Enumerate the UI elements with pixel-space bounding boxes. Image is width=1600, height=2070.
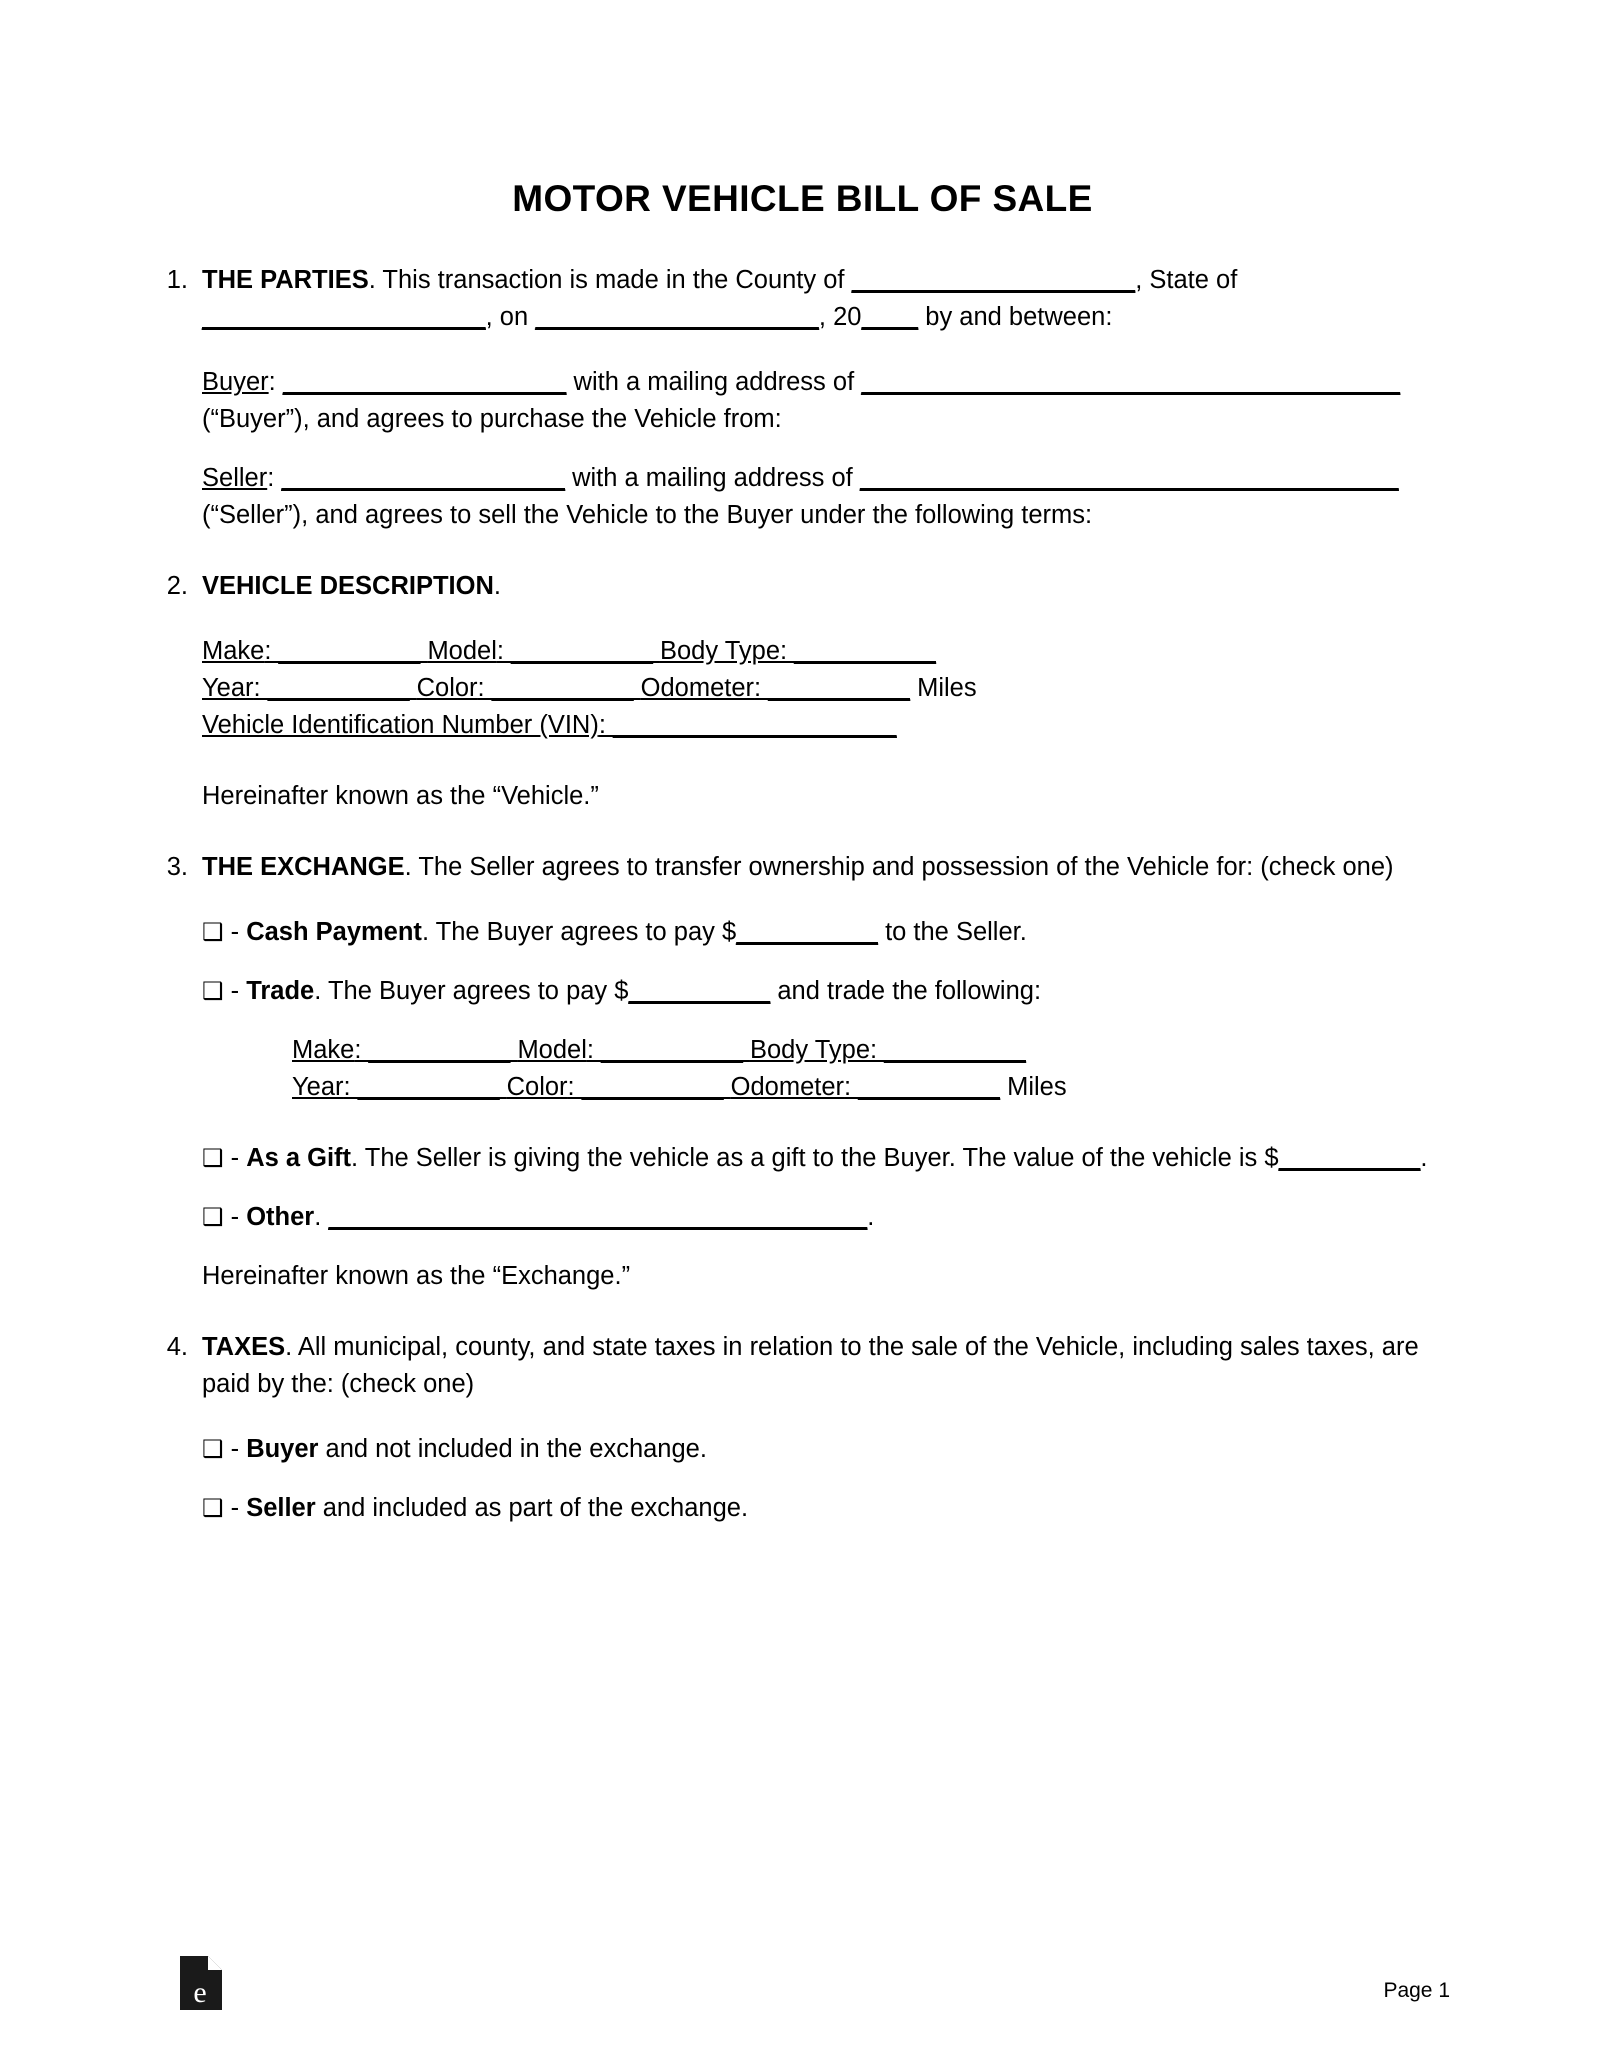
model-blank[interactable]: : __________ xyxy=(496,637,660,665)
spacer xyxy=(150,1295,1455,1329)
option-dash: - xyxy=(223,977,247,1005)
color-blank[interactable]: : __________ xyxy=(477,674,641,702)
vehicle-heading-period: . xyxy=(493,572,501,600)
seller-mid-text: with a mailing address of xyxy=(565,464,860,492)
seller-tail-text: (“Seller”), and agrees to sell the Vehicle to the Buyer under the following terms: xyxy=(202,501,1093,529)
taxes-intro: . All municipal, county, and state taxes in relation to the sale of the Vehicle, including sales taxes, are paid by the: (check one) xyxy=(202,1333,1419,1398)
exchange-option-trade[interactable] xyxy=(202,973,1455,1010)
spacer xyxy=(150,1236,1455,1258)
parties-intro-a: . This transaction is made in the County of xyxy=(368,266,852,294)
parties-intro-b: , State of xyxy=(1135,266,1238,294)
exchange-option-cash[interactable] xyxy=(202,914,1455,951)
option-dash: - xyxy=(223,1435,247,1463)
spacer xyxy=(150,951,1455,973)
clause-number: 3. xyxy=(166,853,188,881)
option-label: Seller xyxy=(246,1494,316,1522)
buyer-paragraph xyxy=(202,364,1455,438)
clause-number: 2. xyxy=(166,572,188,600)
clause-text xyxy=(202,262,1455,336)
make-blank[interactable]: : __________ xyxy=(354,1036,518,1064)
vehicle-make-model-body-row xyxy=(202,633,1455,670)
buyer-colon: : xyxy=(268,368,283,396)
vehicle-year-color-odometer-row xyxy=(202,670,1455,707)
vin-label: Vehicle Identification Number (VIN) xyxy=(202,711,599,739)
option-label: Cash Payment xyxy=(246,918,422,946)
vehicle-vin-row xyxy=(202,707,1455,744)
exchange-option-gift[interactable] xyxy=(202,1140,1455,1177)
checkbox-icon[interactable]: ❑ xyxy=(202,1145,224,1172)
seller-address-blank[interactable]: ______________________________________ xyxy=(859,464,1399,492)
option-text-before: . The Buyer agrees to pay $ xyxy=(314,977,629,1005)
option-label: As a Gift xyxy=(246,1144,352,1172)
gift-value-blank[interactable]: __________ xyxy=(1278,1144,1421,1172)
option-dash: - xyxy=(223,918,247,946)
clause-heading: VEHICLE DESCRIPTION xyxy=(202,572,494,600)
option-text-after: . xyxy=(867,1203,875,1231)
odometer-blank[interactable]: : __________ xyxy=(754,674,911,702)
option-text-before: . The Seller is giving the vehicle as a gift to the Buyer. The value of the vehicle is $ xyxy=(351,1144,1279,1172)
checkbox-icon[interactable]: ❑ xyxy=(202,1204,224,1231)
taxes-option-seller[interactable] xyxy=(202,1490,1455,1527)
parties-intro-d: , 20 xyxy=(818,303,862,331)
exchange-hereinafter-text: Hereinafter known as the “Exchange.” xyxy=(202,1262,631,1290)
spacer xyxy=(150,1409,1455,1431)
option-dash: - xyxy=(223,1203,247,1231)
cash-amount-blank[interactable]: __________ xyxy=(736,918,878,946)
clause-heading: TAXES xyxy=(202,1333,286,1361)
spacer xyxy=(150,438,1455,460)
option-text-before: . The Buyer agrees to pay $ xyxy=(421,918,737,946)
option-text-after: and included as part of the exchange. xyxy=(315,1494,749,1522)
buyer-label: Buyer xyxy=(202,368,269,396)
checkbox-icon[interactable]: ❑ xyxy=(202,1495,224,1522)
clause-heading: THE PARTIES xyxy=(202,266,369,294)
body-type-label: Body Type xyxy=(749,1036,870,1064)
clause-text xyxy=(202,1329,1455,1403)
model-blank[interactable]: : __________ xyxy=(586,1036,750,1064)
svg-text:e: e xyxy=(193,1976,207,2009)
buyer-name-blank[interactable]: ____________________ xyxy=(282,368,567,396)
page-number: Page 1 xyxy=(1383,1979,1450,2002)
clause-number: 1. xyxy=(166,266,188,294)
trade-amount-blank[interactable]: __________ xyxy=(628,977,771,1005)
option-text-after: . xyxy=(1420,1144,1428,1172)
option-text-before: . xyxy=(314,1203,329,1231)
option-dash: - xyxy=(223,1144,247,1172)
state-blank[interactable]: ____________________ xyxy=(202,303,486,331)
buyer-address-blank[interactable]: ______________________________________ xyxy=(861,368,1401,396)
body-type-blank[interactable]: : __________ xyxy=(780,637,936,665)
spacer xyxy=(150,1177,1455,1199)
miles-unit: Miles xyxy=(910,674,977,702)
clause-heading: THE EXCHANGE xyxy=(202,853,405,881)
checkbox-icon[interactable]: ❑ xyxy=(202,919,224,946)
model-label: Model xyxy=(517,1036,587,1064)
clause-vehicle-description xyxy=(150,568,1455,605)
spacer xyxy=(150,534,1455,568)
parties-intro-e: by and between: xyxy=(918,303,1113,331)
year-label: Year xyxy=(202,674,254,702)
date-blank[interactable]: ____________________ xyxy=(535,303,819,331)
vin-blank[interactable]: : ____________________ xyxy=(598,711,897,739)
odometer-label: Odometer xyxy=(640,674,755,702)
trade-vehicle-make-model-body-row xyxy=(292,1032,1455,1069)
exchange-intro: . The Seller agrees to transfer ownership and possession of the Vehicle for: (check one) xyxy=(404,853,1394,881)
exchange-option-other[interactable] xyxy=(202,1199,1455,1236)
trade-vehicle-year-color-odometer-row xyxy=(292,1069,1455,1106)
make-label: Make xyxy=(202,637,265,665)
seller-paragraph xyxy=(202,460,1455,534)
odometer-label: Odometer xyxy=(730,1073,845,1101)
checkbox-icon[interactable]: ❑ xyxy=(202,978,224,1005)
spacer xyxy=(150,342,1455,364)
color-label: Color xyxy=(416,674,478,702)
option-label: Buyer xyxy=(246,1435,319,1463)
buyer-mid-text: with a mailing address of xyxy=(566,368,862,396)
option-label: Trade xyxy=(246,977,315,1005)
model-label: Model xyxy=(427,637,497,665)
spacer xyxy=(150,815,1455,849)
taxes-option-buyer[interactable] xyxy=(202,1431,1455,1468)
county-blank[interactable]: ____________________ xyxy=(851,266,1136,294)
page-title: MOTOR VEHICLE BILL OF SALE xyxy=(512,178,1093,219)
spacer xyxy=(150,744,1455,778)
checkbox-icon[interactable]: ❑ xyxy=(202,1436,224,1463)
clause-text xyxy=(202,849,1455,886)
body-type-label: Body Type xyxy=(659,637,780,665)
spacer xyxy=(150,1010,1455,1032)
make-blank[interactable]: : __________ xyxy=(264,637,428,665)
clause-the-exchange xyxy=(150,849,1455,886)
make-label: Make xyxy=(292,1036,355,1064)
option-text-after: and trade the following: xyxy=(770,977,1042,1005)
spacer xyxy=(150,1106,1455,1140)
color-label: Color xyxy=(506,1073,568,1101)
option-dash: - xyxy=(223,1494,247,1522)
vehicle-hereinafter-text: Hereinafter known as the “Vehicle.” xyxy=(202,782,599,810)
body-type-blank[interactable]: : __________ xyxy=(870,1036,1026,1064)
parties-intro-c: , on xyxy=(485,303,536,331)
spacer xyxy=(150,1468,1455,1490)
color-blank[interactable]: : __________ xyxy=(567,1073,731,1101)
seller-name-blank[interactable]: ____________________ xyxy=(281,464,566,492)
seller-colon: : xyxy=(267,464,282,492)
option-label: Other xyxy=(246,1203,315,1231)
other-blank[interactable]: ______________________________________ xyxy=(328,1203,868,1231)
clause-the-parties xyxy=(150,262,1455,336)
clause-taxes xyxy=(150,1329,1455,1403)
spacer xyxy=(150,892,1455,914)
year-label: Year xyxy=(292,1073,344,1101)
buyer-tail-text: (“Buyer”), and agrees to purchase the Vehicle from: xyxy=(202,405,782,433)
clause-text xyxy=(202,568,1455,605)
clause-number: 4. xyxy=(166,1333,188,1361)
page-footer xyxy=(0,1952,1600,2012)
option-text-after: and not included in the exchange. xyxy=(318,1435,707,1463)
odometer-blank[interactable]: : __________ xyxy=(844,1073,1001,1101)
year-blank[interactable]: : __________ xyxy=(343,1073,507,1101)
year-blank[interactable]: : __________ xyxy=(253,674,417,702)
year-blank[interactable]: ____ xyxy=(861,303,919,331)
spacer xyxy=(150,611,1455,633)
efile-document-icon xyxy=(178,1954,224,2012)
seller-label: Seller xyxy=(202,464,268,492)
option-text-after: to the Seller. xyxy=(877,918,1027,946)
miles-unit: Miles xyxy=(1000,1073,1067,1101)
